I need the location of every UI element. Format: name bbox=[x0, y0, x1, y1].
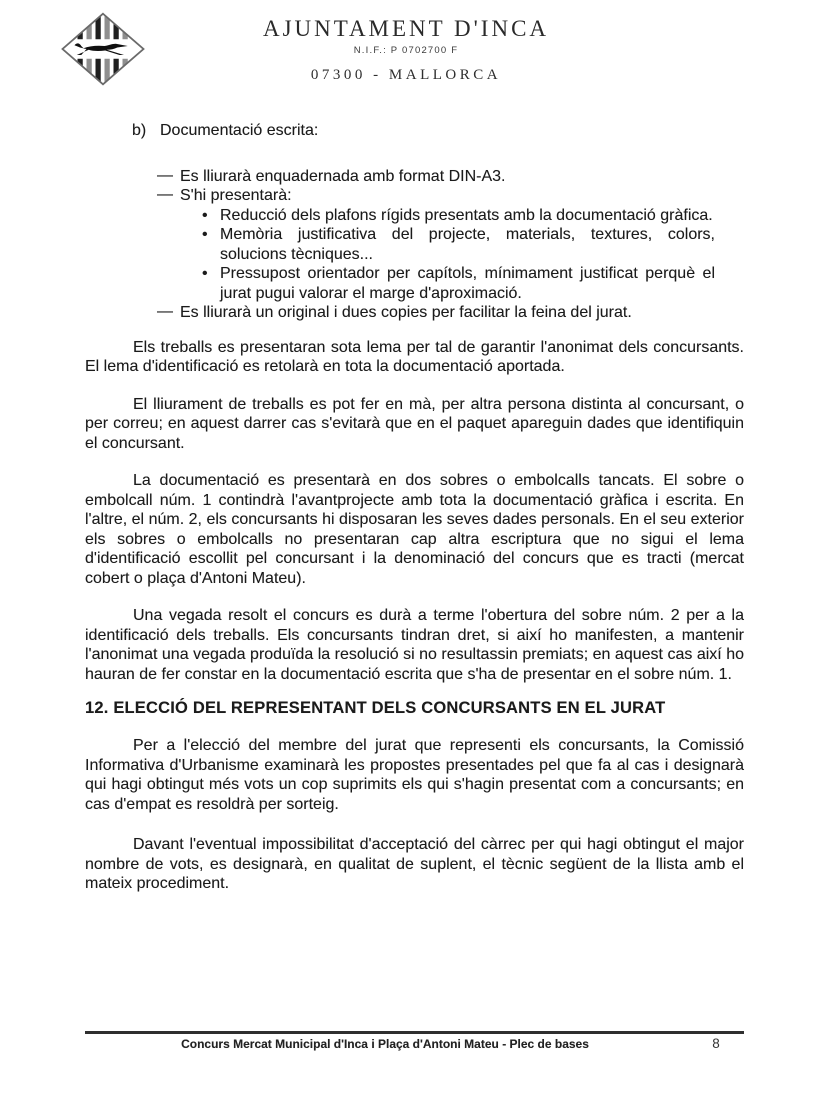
body-paragraph: La documentació es presentarà en dos sobres o embolcalls tancats. El sobre o embolcall núm. 1 contindrà l'avantprojecte amb tota la documentació gràfica i escrita. En l'altre, el núm. 2, els concursants hi disposaran les seves dades personals. En el seu exterior els sobres o embolcalls no presentaran cap altra escriptura que no sigui el lema d'identificació escollit pel concursant i la denominació del concurs que es tracti (mercat cobert o plaça d'Antoni Mateu). bbox=[85, 472, 744, 587]
greyhound-shield-icon bbox=[58, 2, 148, 96]
list-item-b-text: Documentació escrita: bbox=[160, 122, 319, 139]
bullet-item-text: Pressupost orientador per capítols, mínimament justificat perquè el jurat pugui valorar el marge d'aproximació. bbox=[220, 265, 715, 302]
list-item-b bbox=[85, 121, 744, 141]
dash-item-text: S'hi presentarà: bbox=[180, 187, 292, 204]
body-paragraph: El lliurament de treballs es pot fer en mà, per altra persona distinta al concursant, o per correu; en aquest darrer cas s'evitarà que en el paquet apareguin dades que identifiquin el concursant. bbox=[85, 395, 744, 452]
bullet-marker: • bbox=[202, 206, 208, 224]
bullet-item-text: Memòria justificativa del projecte, materials, textures, colors, solucions tècniques... bbox=[220, 226, 715, 263]
dash-item-text: Es lliurarà un original i dues copies per facilitar la feina del jurat. bbox=[180, 304, 632, 321]
body-paragraph: Una vegada resolt el concurs es durà a terme l'obertura del sobre núm. 2 per a la identificació dels treballs. Els concursants tindran dret, si així ho manifesten, a mantenir l'anonimat una vegada produïda la resolució si no resultassin premiats; en aquest cas així ho hauran de fer constar en la documentació escrita que s'ha de presentar en el sobre núm. 1. bbox=[85, 607, 744, 683]
dash-list-item bbox=[85, 167, 744, 187]
dash-item-text: Es lliurarà enquadernada amb format DIN-A3. bbox=[180, 167, 506, 185]
dash-marker: — bbox=[157, 303, 173, 320]
body-paragraph: Els treballs es presentaran sota lema per tal de garantir l'anonimat dels concursants. El lema d'identificació es retolarà en tota la documentació aportada. bbox=[85, 338, 744, 375]
dash-marker: — bbox=[157, 166, 173, 184]
body-paragraph: Per a l'elecció del membre del jurat que representi els concursants, la Comissió Informativa d'Urbanisme examinarà les propostes presentades pel que fa al cas i designarà qui hagi obtingut més vots un cop suprimits els qui s'hagin presentat com a concursants; en cas d'empat es resoldrà per sorteig. bbox=[85, 737, 744, 813]
bullet-list-item bbox=[85, 225, 744, 264]
footer-divider bbox=[85, 1031, 744, 1034]
document-body bbox=[85, 121, 744, 894]
dash-list-item bbox=[85, 186, 744, 206]
footer-document-title: Concurs Mercat Municipal d'Inca i Plaça d'Antoni Mateu - Plec de bases bbox=[181, 1037, 589, 1051]
org-location: 07300 - MALLORCA bbox=[310, 67, 502, 83]
bullet-item-text: Reducció dels plafons rígids presentats amb la documentació gràfica. bbox=[220, 206, 713, 224]
dash-marker: — bbox=[157, 186, 173, 203]
list-item-b-label: b) bbox=[132, 122, 147, 139]
page-number: 8 bbox=[712, 1036, 720, 1051]
section-heading-12: 12. ELECCIÓ DEL REPRESENTANT DELS CONCURSANTS EN EL JURAT bbox=[85, 699, 666, 717]
org-title: AJUNTAMENT D'INCA bbox=[262, 16, 550, 41]
bullet-marker: • bbox=[202, 265, 208, 282]
dash-list-item bbox=[85, 303, 744, 323]
bullet-list-item bbox=[85, 264, 744, 303]
inca-coat-of-arms-logo bbox=[58, 2, 148, 96]
letterhead bbox=[196, 16, 616, 84]
bullet-list-item bbox=[85, 206, 744, 226]
org-nif: N.I.F.: P 0702700 F bbox=[353, 45, 459, 56]
bullet-marker: • bbox=[202, 226, 208, 243]
body-paragraph: Davant l'eventual impossibilitat d'acceptació del càrrec per qui hagi obtingut el major nombre de vots, es designarà, en qualitat de suplent, el tècnic següent de la llista amb el mateix procediment. bbox=[85, 836, 744, 892]
